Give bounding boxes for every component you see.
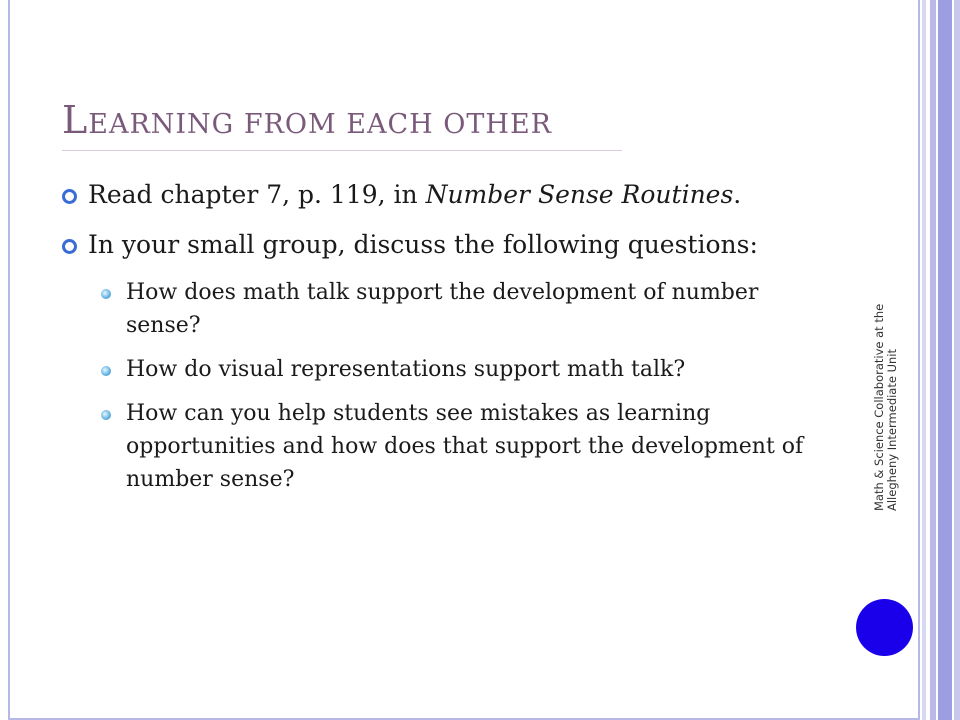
decorative-circle <box>856 599 913 656</box>
bullet-text-end: . <box>733 180 742 209</box>
title-underline <box>62 150 622 151</box>
title-initial: L <box>62 98 89 142</box>
slide-title <box>62 98 552 142</box>
ring-bullet-icon <box>62 189 77 204</box>
sub-bullet-text: How does math talk support the development of number sense? <box>126 280 759 338</box>
dot-bullet-icon <box>101 410 111 420</box>
bullet-read-chapter <box>62 176 822 214</box>
sub-bullet-visual-representations <box>100 353 822 386</box>
sub-bullet-text: How do visual representations support math talk? <box>126 357 686 382</box>
decorative-stripe <box>954 0 960 720</box>
ring-bullet-icon <box>62 239 77 254</box>
footer-credit: Math & Science Collaborative at the Allegheny Intermediate Unit <box>872 303 899 511</box>
sub-bullet-math-talk <box>100 276 822 342</box>
bullet-text: Read chapter 7, p. 119, in <box>88 180 426 209</box>
decorative-stripe <box>930 0 936 720</box>
sub-bullet-mistakes <box>100 397 822 496</box>
slide-body <box>62 176 822 507</box>
dot-bullet-icon <box>101 366 111 376</box>
decorative-stripe <box>922 0 926 720</box>
title-rest: EARNING FROM EACH OTHER <box>88 109 552 140</box>
sub-bullet-text: How can you help students see mistakes as learning opportunities and how does that support the development of number sense? <box>126 401 804 492</box>
book-title: Number Sense Routines <box>425 180 734 209</box>
decorative-stripe <box>938 0 952 720</box>
bullet-discuss <box>62 226 822 264</box>
dot-bullet-icon <box>101 289 111 299</box>
bullet-text: In your small group, discuss the following questions: <box>88 230 758 259</box>
